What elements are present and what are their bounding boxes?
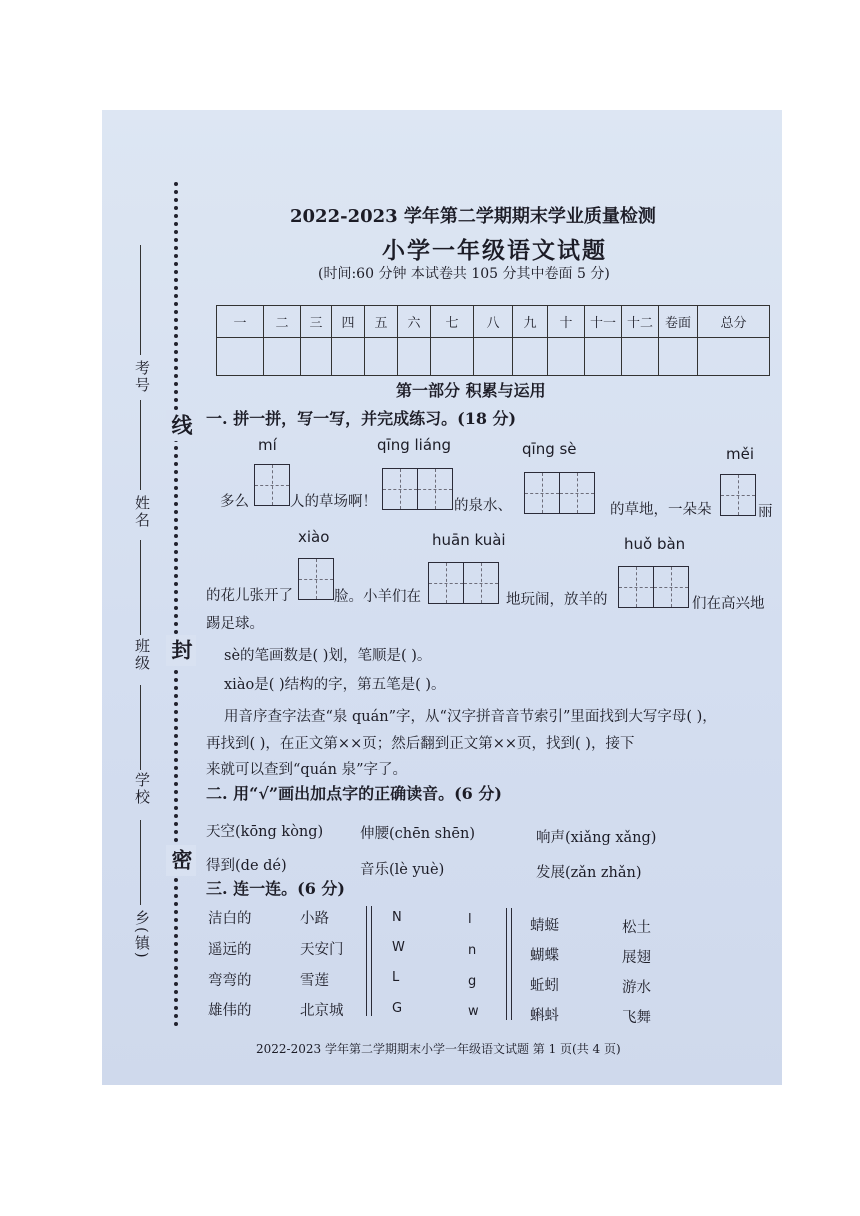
score-col-1: 一 xyxy=(217,306,264,338)
town-blank xyxy=(140,820,141,905)
writing-grid-qingse[interactable] xyxy=(524,472,595,514)
row2-text-2: 脸。小羊们在 xyxy=(334,589,421,605)
q2-item-tiankong: 天空(kōng kòng) xyxy=(206,824,324,840)
score-col-5: 五 xyxy=(365,306,398,338)
q2-item-shenyao: 伸腰(chēn shēn) xyxy=(360,826,476,842)
column-divider xyxy=(371,906,372,1016)
writing-grid-mi[interactable] xyxy=(254,464,290,506)
row2-continuation: 踢足球。 xyxy=(206,616,264,632)
pinyin-qingliang: qīng liáng xyxy=(377,436,452,454)
seal-char-xian: 线 xyxy=(166,410,196,441)
exam-paper xyxy=(102,110,782,1085)
score-table xyxy=(216,305,770,376)
seal-char-feng: 封 xyxy=(166,635,196,666)
action-item[interactable]: 展翅 xyxy=(622,950,651,966)
score-cell[interactable] xyxy=(659,338,698,376)
row1-text-3: 的泉水、 xyxy=(454,498,512,514)
animal-item[interactable]: 蜻蜓 xyxy=(530,918,559,934)
exam-title: 2022-2023 学年第二学期期末学业质量检测 xyxy=(290,206,656,227)
uppercase-letter[interactable]: N xyxy=(392,910,402,925)
row1-text-5: 丽 xyxy=(758,504,773,520)
score-cell[interactable] xyxy=(301,338,332,376)
score-cell[interactable] xyxy=(622,338,659,376)
animal-item[interactable]: 蚯蚓 xyxy=(530,978,559,994)
q1-dictionary-line-1: 用音序查字法查“泉 quán”字，从“汉字拼音音节索引”里面找到大写字母( )， xyxy=(224,709,717,725)
score-cell[interactable] xyxy=(217,338,264,376)
school-label: 学校 xyxy=(133,772,151,806)
score-col-4: 四 xyxy=(332,306,365,338)
adj-item[interactable]: 弯弯的 xyxy=(208,973,252,989)
lowercase-letter[interactable]: g xyxy=(468,974,477,989)
q2-item-yinyue: 音乐(lè yuè) xyxy=(360,862,445,878)
action-item[interactable]: 游水 xyxy=(622,980,651,996)
noun-item[interactable]: 北京城 xyxy=(300,1003,344,1019)
writing-grid-huankuai[interactable] xyxy=(428,562,499,604)
q2-item-fazhan: 发展(zǎn zhǎn) xyxy=(536,865,642,881)
row1-text-4: 的草地，一朵朵 xyxy=(610,502,712,518)
exam-number-label: 考号 xyxy=(133,360,151,394)
name-label: 姓名 xyxy=(133,495,151,529)
row2-text-4: 们在高兴地 xyxy=(692,596,765,612)
column-divider xyxy=(366,906,367,1016)
score-col-9: 九 xyxy=(513,306,548,338)
uppercase-letter[interactable]: W xyxy=(392,940,405,955)
score-col-total: 总分 xyxy=(698,306,770,338)
score-cell[interactable] xyxy=(513,338,548,376)
score-cell[interactable] xyxy=(431,338,474,376)
q2-item-dedao: 得到(de dé) xyxy=(206,858,287,874)
town-label: 乡(镇) xyxy=(133,910,151,960)
score-table-value-row xyxy=(217,338,770,376)
score-col-2: 二 xyxy=(264,306,301,338)
q1-stroke-count-line: sè的笔画数是( )划，笔顺是( )。 xyxy=(224,648,432,664)
score-cell[interactable] xyxy=(398,338,431,376)
adj-item[interactable]: 遥远的 xyxy=(208,942,252,958)
row2-text-1: 的花儿张开了 xyxy=(206,588,293,604)
seal-dotted-line xyxy=(174,182,178,1027)
q2-title: 二. 用“√”画出加点字的正确读音。(6 分) xyxy=(206,784,502,803)
pinyin-mei: měi xyxy=(726,445,755,463)
column-divider xyxy=(511,908,512,1020)
class-blank xyxy=(140,540,141,635)
writing-grid-mei[interactable] xyxy=(720,474,756,516)
lowercase-letter[interactable]: l xyxy=(468,912,472,927)
pinyin-xiao: xiào xyxy=(298,528,330,546)
lowercase-letter[interactable]: n xyxy=(468,943,477,958)
writing-grid-qingliang[interactable] xyxy=(382,468,453,510)
adj-item[interactable]: 雄伟的 xyxy=(208,1003,252,1019)
noun-item[interactable]: 天安门 xyxy=(300,942,344,958)
score-cell[interactable] xyxy=(698,338,770,376)
animal-item[interactable]: 蝴蝶 xyxy=(530,948,559,964)
uppercase-letter[interactable]: G xyxy=(392,1001,403,1016)
pinyin-mi: mí xyxy=(258,436,277,454)
action-item[interactable]: 飞舞 xyxy=(622,1010,651,1026)
writing-grid-xiao[interactable] xyxy=(298,558,334,600)
score-cell[interactable] xyxy=(585,338,622,376)
q1-title: 一. 拼一拼，写一写，并完成练习。(18 分) xyxy=(206,409,517,428)
part1-heading: 第一部分 积累与运用 xyxy=(396,381,546,400)
row2-text-3: 地玩闹，放羊的 xyxy=(506,592,608,608)
score-col-3: 三 xyxy=(301,306,332,338)
pinyin-huoban: huǒ bàn xyxy=(624,535,686,553)
score-col-11: 十一 xyxy=(585,306,622,338)
lowercase-letter[interactable]: w xyxy=(468,1004,479,1019)
q1-dictionary-line-3: 来就可以查到“quán 泉”字了。 xyxy=(206,762,408,778)
exam-subject-title: 小学一年级语文试题 xyxy=(382,237,607,264)
uppercase-letter[interactable]: L xyxy=(392,970,400,985)
pinyin-huankuai: huān kuài xyxy=(432,531,506,549)
score-cell[interactable] xyxy=(332,338,365,376)
score-cell[interactable] xyxy=(548,338,585,376)
score-col-8: 八 xyxy=(474,306,513,338)
score-col-10: 十 xyxy=(548,306,585,338)
animal-item[interactable]: 蝌蚪 xyxy=(530,1008,559,1024)
row1-text-2: 人的草场啊！ xyxy=(290,494,377,510)
q1-structure-line: xiào是( )结构的字，第五笔是( )。 xyxy=(224,677,446,693)
q3-title: 三. 连一连。(6 分) xyxy=(206,879,345,898)
score-col-appearance: 卷面 xyxy=(659,306,698,338)
exam-number-blank xyxy=(140,245,141,355)
action-item[interactable]: 松土 xyxy=(622,920,651,936)
row1-text-1: 多么 xyxy=(220,494,249,510)
class-label: 班级 xyxy=(133,638,151,672)
score-col-12: 十二 xyxy=(622,306,659,338)
writing-grid-huoban[interactable] xyxy=(618,566,689,608)
adj-item[interactable]: 洁白的 xyxy=(208,911,252,927)
noun-item[interactable]: 小路 xyxy=(300,911,329,927)
score-col-6: 六 xyxy=(398,306,431,338)
pinyin-qingse: qīng sè xyxy=(522,440,577,458)
exam-subtitle: (时间:60 分钟 本试卷共 105 分其中卷面 5 分) xyxy=(318,266,610,282)
score-cell[interactable] xyxy=(264,338,301,376)
noun-item[interactable]: 雪莲 xyxy=(300,973,329,989)
q2-item-xiangsheng: 响声(xiǎng xǎng) xyxy=(536,830,657,846)
q1-dictionary-line-2: 再找到( )，在正文第××页；然后翻到正文第××页，找到( )，接下 xyxy=(206,736,635,752)
page-footer: 2022-2023 学年第二学期期末小学一年级语文试题 第 1 页(共 4 页) xyxy=(256,1042,621,1056)
score-cell[interactable] xyxy=(474,338,513,376)
seal-char-mi: 密 xyxy=(166,845,196,876)
score-col-7: 七 xyxy=(431,306,474,338)
school-blank xyxy=(140,685,141,770)
name-blank-top xyxy=(140,400,141,490)
score-table-header-row xyxy=(217,306,770,338)
column-divider xyxy=(506,908,507,1020)
score-cell[interactable] xyxy=(365,338,398,376)
